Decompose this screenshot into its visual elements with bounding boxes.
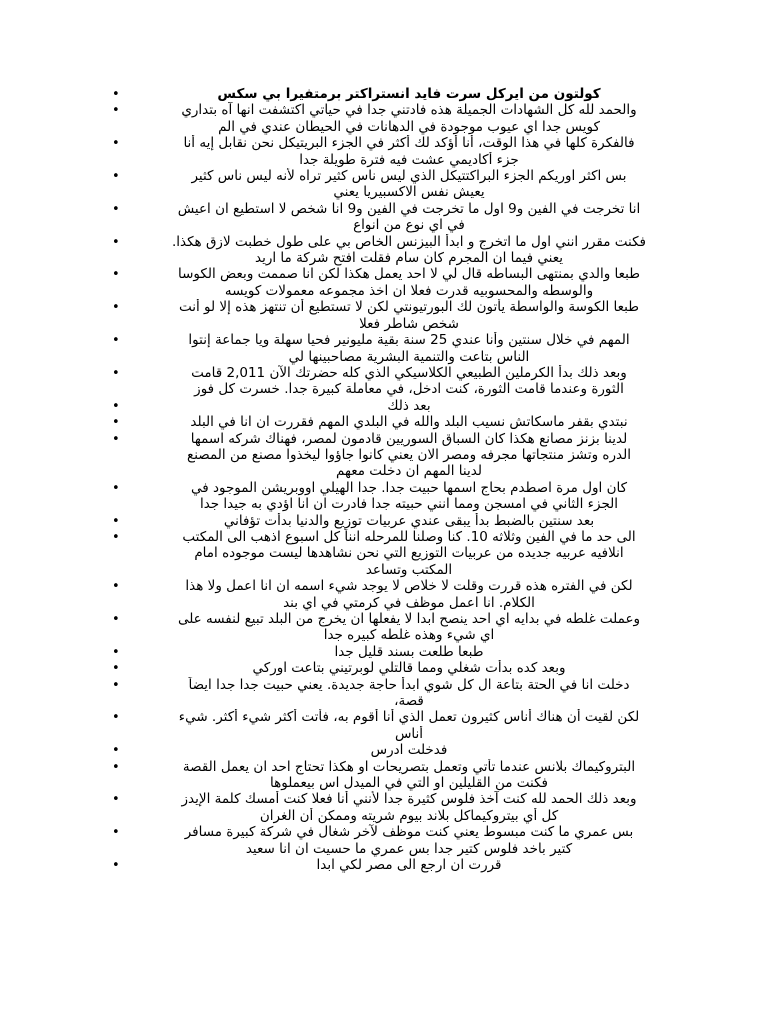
bullet-icon: • — [112, 480, 120, 496]
list-item — [112, 857, 678, 873]
bullet-icon: • — [112, 579, 120, 595]
list-item — [112, 86, 678, 102]
list-item — [112, 611, 678, 644]
bullet-icon: • — [112, 136, 120, 152]
list-item-line: بعد سنتين بالضبط بدأ يبقى عندي عربيات توزيع والدنيا بدأت تؤفاني — [223, 512, 595, 529]
list-item-line: المهم في خلال سنتين وأنا عندي 25 سنة بقية مليونير فحيا سهلة ويا جماعة إنتوا — [188, 332, 630, 349]
bullet-list — [112, 86, 678, 874]
list-item-line: يعني فيما ان المجرم كان سام فقلت افتح شركة ما اريد — [255, 250, 563, 267]
list-item-line: لدينا المهم ان دخلت معهم — [336, 463, 482, 480]
list-item-line: طبعا الكوسة والواسطة يأتون لك البورتيونتي لكن لا تستطيع أن تنتهز هذه إلا لو أنت — [179, 299, 639, 316]
list-item-line: طبعا والدي بمنتهى البساطه قال لي لا احد يعمل هكذا لكن انا صممت وبعض الكوسا — [178, 266, 640, 283]
bullet-icon: • — [112, 529, 120, 545]
list-item — [112, 513, 678, 529]
list-item-line: نبتدي بقفر ماسكاتش نسيب البلد والله في البلدي المهم فقررت ان انا في البلد — [190, 414, 628, 431]
list-item-line: انا تخرجت في الفين و9 اول ما تخرجت في الفين و9 انا شخص لا استطيع ان اعيش — [177, 200, 641, 217]
bullet-icon: • — [112, 300, 120, 316]
list-item — [112, 299, 678, 332]
list-item — [112, 660, 678, 676]
list-item-line: كل أي بيتروكيماكل بلاند بيوم شريته وممكن أن الغران — [259, 807, 559, 824]
list-item — [112, 759, 678, 792]
list-item-line: كولتون من ايركل سرت فايد انستراكتر برمتفيرا بي سكس — [217, 86, 601, 102]
bullet-icon: • — [112, 677, 120, 693]
bullet-icon: • — [112, 398, 120, 414]
list-item-line: لدينا بزنز مصانع هكذا كان السباق السوريين قادمون لمصر، فهناك شركه اسمها — [190, 430, 628, 447]
bullet-icon: • — [112, 710, 120, 726]
list-item-line: وبعد ذلك بدأ الكرملين الطبيعي الكلاسيكي الذي كله حضرتك الآن 2,011 قامت — [191, 364, 627, 381]
list-item-line: كتير باخد فلوس كتير جدا بس عمري ما حسيت ان انا سعيد — [245, 840, 573, 857]
list-item — [112, 677, 678, 710]
bullet-icon: • — [112, 169, 120, 185]
bullet-icon: • — [112, 431, 120, 447]
bullet-icon: • — [112, 103, 120, 119]
list-item — [112, 365, 678, 398]
list-item-line: انلافيه عربيه جديده من عربيات التوزيع التي نحن نشاهدها ليست موجوده امام — [194, 545, 624, 562]
list-item — [112, 102, 678, 135]
list-item-line: لكن في الفتره هذه قررت وقلت لا خلاص لا يوجد شيء اسمه ان انا اعمل ولا هذا — [185, 578, 633, 595]
list-item — [112, 578, 678, 611]
list-item — [112, 709, 678, 742]
list-item-line: أناس — [394, 725, 424, 742]
bullet-icon: • — [112, 415, 120, 431]
bullet-icon: • — [112, 267, 120, 283]
list-item-line: الكلام. انا اعمل موظف في كرمتي في اي بند — [283, 594, 535, 611]
list-item-line: فدخلت ادرس — [370, 742, 448, 759]
list-item-line: المكتب وتساعد — [365, 561, 453, 578]
bullet-icon: • — [112, 759, 120, 775]
bullet-icon: • — [112, 612, 120, 627]
list-item-line: قصة، — [394, 693, 424, 710]
list-item-line: فكنت من القليلين او التي في الميدل اس بيعملوها — [270, 775, 548, 792]
list-item-line: فالفكرة كلها في هذا الوقت، أنا أؤكد لك أكثر في الجزء البريتيكل نحن نقابل إيه أنا — [183, 135, 635, 152]
list-item — [112, 266, 678, 299]
list-item-line: كويس جدا اي عيوب موجودة في الدهانات في الحيطان عندي في الم — [218, 118, 600, 135]
list-item-line: بعد ذلك — [387, 397, 431, 414]
list-item — [112, 742, 678, 758]
list-item — [112, 234, 678, 267]
bullet-icon: • — [112, 234, 120, 250]
list-item-line: الجزء الثاني في امسجن ومما انني حبيته جدا فادرت ان انا اؤدي به جيدا جدا — [199, 496, 619, 513]
list-item — [112, 529, 678, 578]
bullet-icon: • — [112, 513, 120, 529]
list-item-line: الثورة وعندما قامت الثورة، كنت ادخل، في معاملة كبيرة جدا. خسرت كل فوز — [194, 381, 624, 398]
list-item-line: كان اول مرة اصطدم بحاج اسمها حبيت جدا. جدا الهيلي اووبريشن الموجود في — [190, 479, 628, 496]
list-item-line: فكنت مقرر انني اول ما اتخرج و ابدأ البيزنس الخاص بي على طول خطبت لازق هكذا. — [171, 233, 647, 250]
bullet-icon: • — [112, 825, 120, 841]
list-item-line: شخص شاطر فعلا — [359, 315, 459, 332]
list-item-line: في اي نوع من انواع — [353, 217, 465, 234]
bullet-icon: • — [112, 743, 120, 759]
list-item-line: بس اكثر اوريكم الجزء البراكتتيكل الذي ليس ناس كثير تراه لأنه ليس ناس كثير — [191, 168, 627, 185]
bullet-icon: • — [112, 792, 120, 808]
list-item — [112, 398, 678, 414]
list-item — [112, 480, 678, 513]
list-item-line: وبعد ذلك الحمد لله كنت آخذ فلوس كثيرة جدا لأنني أنا فعلا كنت أمسك كلمة الإيدز — [181, 791, 637, 808]
list-item-line: لكن لقيت أن هناك أناس كثيرون تعمل الذي أنا أقوم به، فأتت أكثر شيء أكثر. شيء — [178, 709, 640, 726]
list-item — [112, 431, 678, 480]
list-item-line: والوسطه والمحسوبيه قدرت فعلا ان اخذ مجموعه معمولات كويسه — [224, 282, 594, 299]
list-item-line: وبعد كده بدأت شغلي ومما قالتلي لوبرتيني بتاعت اوركي — [252, 660, 566, 677]
bullet-icon: • — [112, 333, 120, 349]
list-item-line: الناس بتاعت والتنمية البشرية مصاحبينها لي — [288, 348, 530, 365]
bullet-icon: • — [112, 858, 120, 874]
bullet-icon: • — [112, 201, 120, 217]
bullet-icon: • — [112, 365, 120, 381]
list-item-line: البتروكيماك بلانس عندما تأتي وتعمل بتصريحات او هكذا تحتاج احد ان يعمل القصة — [182, 758, 636, 775]
list-item-line: الدره وتشز منتجاتها مجرفه ومصر الان يعني كانوا جاؤوا ليخذوا مصنع من المصنع — [187, 446, 631, 463]
list-item — [112, 332, 678, 365]
list-item — [112, 824, 678, 857]
bullet-icon: • — [112, 661, 120, 677]
list-item-line: قررت ان ارجع الى مصر لكي ابدا — [316, 857, 502, 874]
list-item-line: والحمد لله كل الشهادات الجميلة هذه فادتني جدا في حياتي اكتشفت انها آه بتداري — [181, 102, 637, 119]
list-item — [112, 201, 678, 234]
list-item-line: جزء أكاديمي عشت فيه فترة طويلة جدا — [299, 151, 519, 168]
list-item — [112, 644, 678, 660]
list-item-line: دخلت انا في الحتة بتاعة ال كل شوي ابدأ حاجة جديدة. يعني حبيت جدا جدا ايضاً — [188, 676, 630, 693]
list-item — [112, 168, 678, 201]
bullet-icon: • — [112, 87, 120, 102]
list-item-line: وعملت غلطه في بدايه اي احد ينصح ابدا لا يفعلها ان يخرج من البلد تبيع لنفسه على — [177, 611, 641, 627]
list-item-line: طبعا طلعت بسند قليل جدا — [334, 643, 484, 660]
bullet-icon: • — [112, 644, 120, 660]
list-item-line: يعيش نفس الاكسبيريا يعني — [333, 184, 485, 201]
list-item-line: بس عمري ما كنت مبسوط يعني كنت موظف لآخر شغال في شركة كبيرة مسافر — [184, 824, 634, 841]
list-item — [112, 791, 678, 824]
list-item — [112, 135, 678, 168]
list-item-line: اي شيء وهذه غلطه كبيره جدا — [323, 627, 495, 644]
list-item-line: الى حد ما في الفين وثلاثه 10. كنا وصلنا للمرحله انناً كل اسبوع اذهب الى المكتب — [182, 528, 636, 545]
list-item — [112, 414, 678, 430]
